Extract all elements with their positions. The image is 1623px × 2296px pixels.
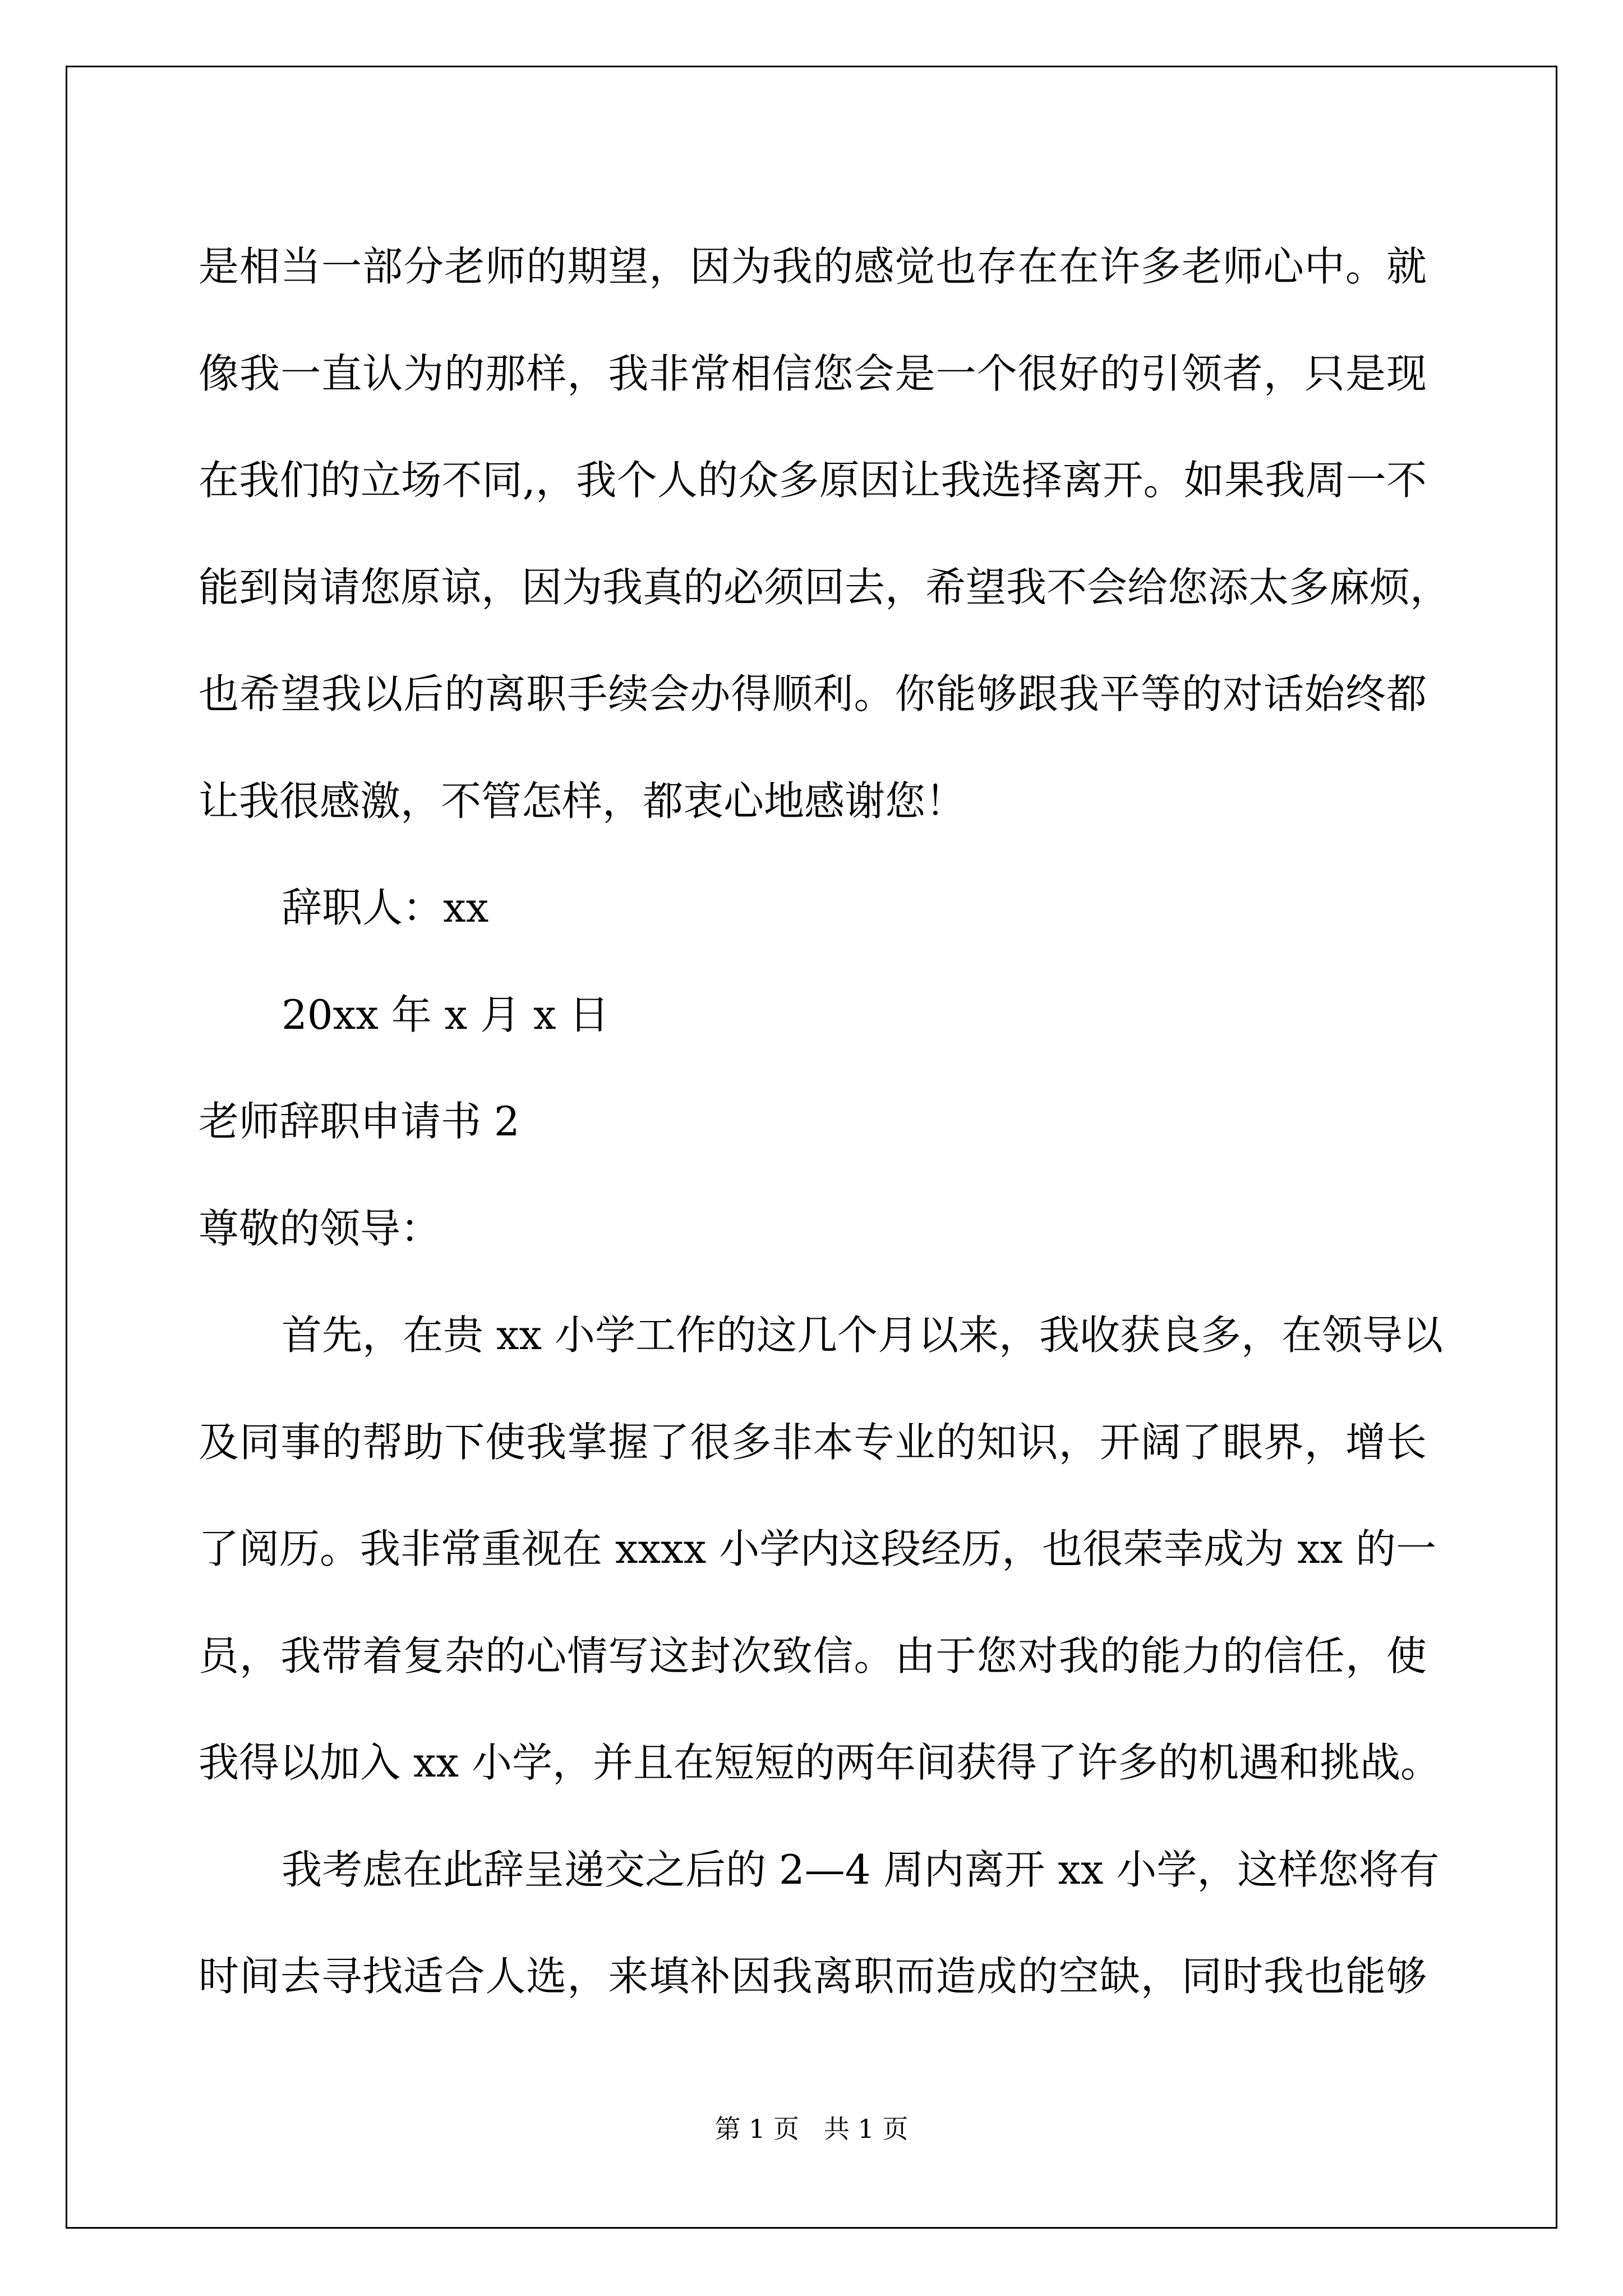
document-body xyxy=(199,213,1451,2030)
page-footer: 第 1 页 共 1 页 xyxy=(714,2114,909,2144)
text-line: 让我很感激，不管怎样，都衷心地感谢您！ xyxy=(199,777,966,825)
salutation: 尊敬的领导： xyxy=(199,1204,441,1252)
section-title: 老师辞职申请书 2 xyxy=(199,1098,520,1145)
text-line: 了阅历。我非常重视在 xxxx 小学内这段经历，也很荣幸成为 xx 的一 xyxy=(199,1525,1437,1572)
text-line: 我考虑在此辞呈递交之后的 2—4 周内离开 xx 小学，这样您将有 xyxy=(282,1846,1440,1893)
text-line: 也希望我以后的离职手续会办得顺利。你能够跟我平等的对话始终都 xyxy=(199,670,1427,717)
text-line: 能到岗请您原谅，因为我真的必须回去，希望我不会给您添太多麻烦， xyxy=(199,563,1451,611)
text-line: 我得以加入 xx 小学，并且在短短的两年间获得了许多的机遇和挑战。 xyxy=(199,1739,1441,1786)
text-line: 在我们的立场不同,，我个人的众多原因让我选择离开。如果我周一不 xyxy=(199,457,1427,504)
text-line: 是相当一部分老师的期望，因为我的感觉也存在在许多老师心中。就 xyxy=(199,243,1427,290)
text-line: 时间去寻找适合人选，来填补因我离职而造成的空缺，同时我也能够 xyxy=(199,1953,1427,2000)
text-line: 及同事的帮助下使我掌握了很多非本专业的知识，开阔了眼界，增长 xyxy=(199,1418,1427,1466)
date-line: 20xx 年 x 月 x 日 xyxy=(282,991,610,1038)
text-line: 像我一直认为的那样，我非常相信您会是一个很好的引领者，只是现 xyxy=(199,349,1427,397)
text-line: 员，我带着复杂的心情写这封次致信。由于您对我的能力的信任，使 xyxy=(199,1632,1427,1680)
text-line: 首先，在贵 xx 小学工作的这几个月以来，我收获良多，在领导以 xyxy=(282,1312,1443,1359)
signature-line: 辞职人：xx xyxy=(282,884,489,931)
